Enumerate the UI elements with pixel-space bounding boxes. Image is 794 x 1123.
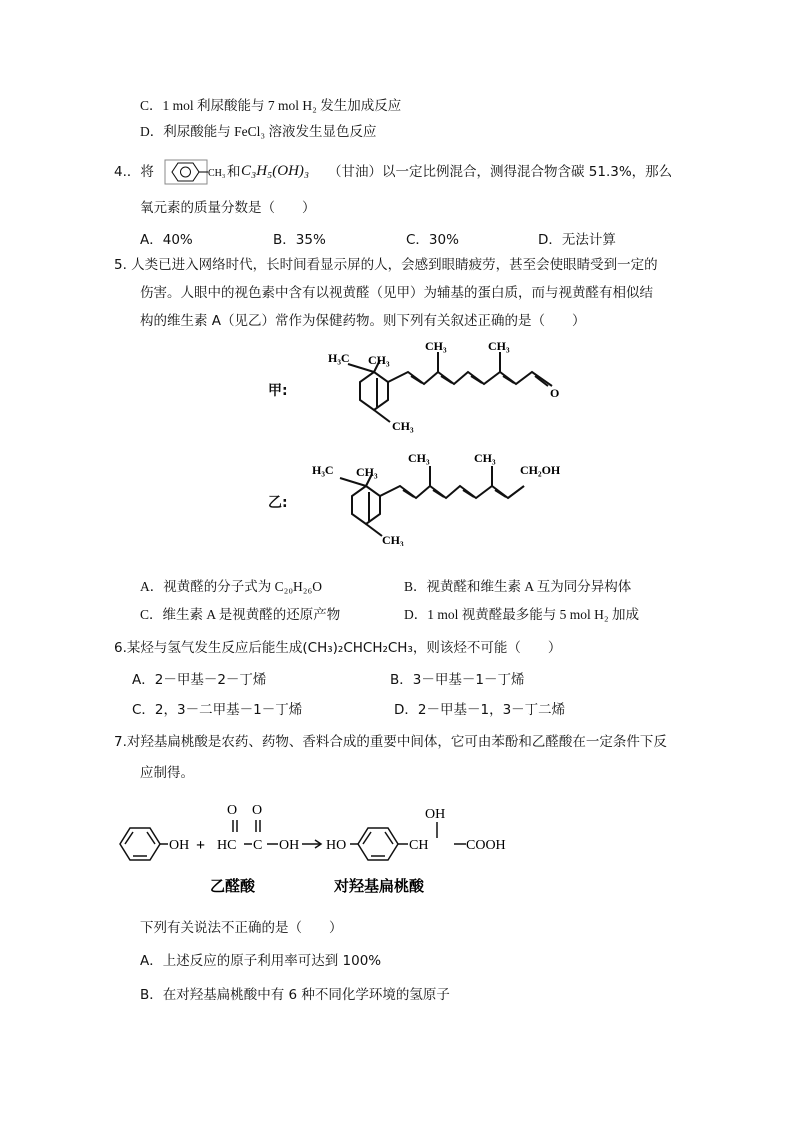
q4-and: 和 <box>227 164 241 180</box>
q4-stem-line2: 氧元素的质量分数是（ ） <box>140 200 316 216</box>
vita-db1 <box>403 490 414 497</box>
q6-option-b: B．3－甲基－1－丁烯 <box>390 672 525 688</box>
q3-option-c: C．1 mol 利尿酸能与 7 mol H₂ 发生加成反应 <box>140 98 402 113</box>
glyox-oh: OH <box>279 838 300 853</box>
q7-sub-stem: 下列有关说法不正确的是（ ） <box>140 920 343 936</box>
q4-stem-rest: （甘油）以一定比例混合，测得混合物含碳 51.3%，那么 <box>328 164 673 180</box>
vita-ring <box>352 486 380 524</box>
aromatic-circle <box>181 167 191 177</box>
vita-ch3-bottom: CH₃ <box>382 533 404 546</box>
toluene-methyl-label: CH₃ <box>208 168 226 179</box>
q6-stem: 6.某烃与氢气发生反应后能生成(CH₃)₂CHCH₂CH₃，则该烃不可能（ ） <box>114 640 562 656</box>
glyox-o2: O <box>252 803 263 818</box>
phenol-ring <box>120 828 160 860</box>
vita-ch3-top2: CH₃ <box>474 451 496 465</box>
retinal-ch3-gem: CH₃ <box>368 353 390 367</box>
q5-option-b: B．视黄醛和维生素 A 互为同分异构体 <box>404 579 632 594</box>
vita-ch3-top1: CH₃ <box>408 451 430 465</box>
glyox-hc: HC <box>217 838 237 853</box>
label-jia: 甲: <box>268 383 288 399</box>
q5-stem-line1: 5. 人类已进入网络时代，长时间看显示屏的人，会感到眼睛疲劳，甚至会使眼睛受到一定的 <box>114 257 658 273</box>
vitamin-a-structure <box>310 446 580 546</box>
vita-gem-methyl-a <box>340 478 366 486</box>
prod-ch: CH <box>409 838 429 853</box>
glycerol-formula: C₃H₅(OH)₃ <box>241 163 310 179</box>
prod-oh-top: OH <box>425 807 446 822</box>
vita-h3c: H₃C <box>312 463 334 477</box>
q7-option-a: A．上述反应的原子利用率可达到 100% <box>140 953 382 969</box>
name-hydroxymandelic-acid: 对羟基扁桃酸 <box>334 877 425 895</box>
vita-chain <box>380 486 524 498</box>
vita-db4 <box>495 490 506 497</box>
retinal-ch3-top1: CH₃ <box>425 339 447 353</box>
reaction-scheme <box>112 796 532 908</box>
prod-ring <box>358 828 398 860</box>
q3-option-d: D．利尿酸能与 FeCl₃ 溶液发生显色反应 <box>140 124 377 139</box>
vita-ring-methyl <box>366 524 382 536</box>
plus-sign: + <box>196 837 206 854</box>
vita-db2 <box>433 490 444 497</box>
q6-option-d: D．2－甲基－1，3－丁二烯 <box>394 702 566 718</box>
q4-option-d: D．无法计算 <box>538 232 616 248</box>
prod-ho: HO <box>326 838 347 853</box>
toluene-structure <box>164 158 226 186</box>
q7-stem-line1: 7.对羟基扁桃酸是农药、药物、香料合成的重要中间体，它可由苯酚和乙醛酸在一定条件下反 <box>114 734 667 750</box>
phenol-oh: OH <box>169 838 190 853</box>
retinal-oxygen: O <box>550 386 560 400</box>
glyox-o1: O <box>227 803 238 818</box>
retinal-chain <box>388 372 552 386</box>
vita-ch3-gem: CH₃ <box>356 465 378 479</box>
q6-option-c: C．2，3－二甲基－1－丁烯 <box>132 702 303 718</box>
retinal-h3c: H₃C <box>328 351 350 365</box>
retinal-db1 <box>411 376 422 383</box>
retinal-ring-methyl <box>374 410 390 422</box>
q5-option-d: D．1 mol 视黄醛最多能与 5 mol H₂ 加成 <box>404 607 639 622</box>
q5-option-c: C．维生素 A 是视黄醛的还原产物 <box>140 607 341 622</box>
retinal-db2 <box>441 376 452 383</box>
retinal-ch3-bottom: CH₃ <box>392 419 414 433</box>
prod-cooh: COOH <box>466 838 506 853</box>
q6-option-a: A．2－甲基－2－丁烯 <box>132 672 267 688</box>
q4-option-a: A．40% <box>140 232 193 248</box>
retinal-db4 <box>503 376 514 383</box>
q4-option-b: B．35% <box>273 232 326 248</box>
label-yi: 乙: <box>268 495 288 511</box>
q7-option-b: B．在对羟基扁桃酸中有 6 种不同化学环境的氢原子 <box>140 987 450 1003</box>
retinal-ch3-top2: CH₃ <box>488 339 510 353</box>
q5-stem-line2: 伤害。人眼中的视色素中含有以视黄醛（见甲）为辅基的蛋白质，而与视黄醛有相似结 <box>140 285 653 301</box>
q7-stem-line2: 应制得。 <box>140 765 194 781</box>
retinal-structure <box>318 336 578 436</box>
q5-stem-line3: 构的维生素 A（见乙）常作为保健药物。则下列有关叙述正确的是（ ） <box>140 313 586 329</box>
retinal-ring <box>360 372 388 410</box>
vita-ch2oh: CH₂OH <box>520 463 561 477</box>
benzene-ring <box>172 163 199 181</box>
vita-db3 <box>463 490 474 497</box>
q5-option-a: A．视黄醛的分子式为 C₂₀H₂₆O <box>140 579 322 594</box>
vita-end-bond <box>508 486 524 498</box>
q4-number: 4.．将 <box>114 164 154 180</box>
q4-option-c: C．30% <box>406 232 459 248</box>
retinal-db3 <box>471 376 482 383</box>
glyox-c: C <box>253 838 263 853</box>
name-glyoxylic-acid: 乙醛酸 <box>210 877 256 895</box>
